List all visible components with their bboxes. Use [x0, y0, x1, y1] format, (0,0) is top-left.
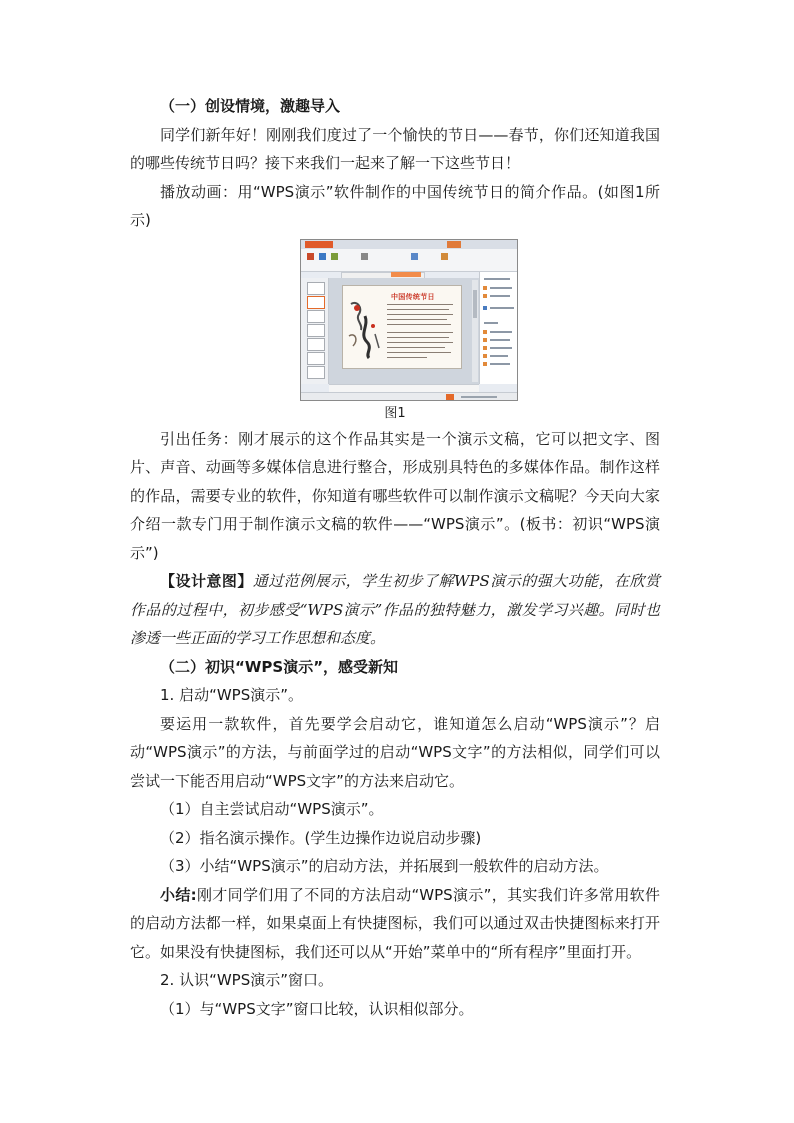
- summary-paragraph: [130, 881, 660, 967]
- summary-lead: 小结:: [160, 885, 197, 904]
- slide-scrollbar: [472, 280, 478, 382]
- slide-text-line: [387, 352, 451, 354]
- task-pane-row: [490, 295, 510, 297]
- list-item: （1）自主尝试启动“WPS演示”。: [160, 800, 384, 818]
- slide-thumbnail: [307, 366, 325, 379]
- design-intent-tag: 【设计意图】: [160, 572, 253, 590]
- scrollbar-thumb: [473, 290, 477, 318]
- slide-text-line: [387, 309, 449, 311]
- notes-pane: [329, 384, 479, 392]
- find-icon: [441, 253, 448, 260]
- app-tab: [305, 241, 333, 248]
- task-pane: [479, 272, 518, 384]
- zoom-slider: [461, 396, 497, 398]
- slide-text-line: [387, 337, 449, 339]
- summary-text: 刚才同学们用了不同的方法启动“WPS演示”，其实我们许多常用软件的启动方法都一样，如果桌面上有快捷图标，我们可以通过双击快捷图标来打开它。如果没有快捷图标，我们还可以从“开始”菜单中的“所有程序”里面打开。: [130, 885, 660, 961]
- slide-text-line: [387, 357, 427, 359]
- design-intent-paragraph: [130, 567, 660, 653]
- status-accent: [446, 394, 454, 400]
- task-pane-row: [484, 278, 510, 280]
- task-pane-icon: [483, 338, 487, 342]
- task-pane-icon: [483, 346, 487, 350]
- wps-screenshot-image: [300, 239, 518, 401]
- task-pane-icon: [483, 286, 487, 290]
- slide-text-line: [387, 319, 447, 321]
- task-pane-row: [490, 339, 510, 341]
- task-pane-row: [490, 347, 512, 349]
- slide-thumbnail: [307, 296, 325, 309]
- task-pane-row: [490, 307, 514, 309]
- animation-paragraph: 播放动画：用“WPS演示”软件制作的中国传统节日的简介作品。(如图1所示): [130, 182, 660, 229]
- slide-thumbnail: [307, 352, 325, 365]
- slide-text-line: [387, 304, 453, 306]
- slide-text-line: [387, 314, 453, 316]
- format-icon: [331, 253, 338, 260]
- active-document-tab: [391, 272, 421, 277]
- slide-thumbnail-panel: [301, 278, 329, 384]
- paste-icon: [307, 253, 314, 260]
- window-controls: [490, 241, 514, 247]
- step-1-paragraph: 要运用一款软件，首先要学会启动它，谁知道怎么启动“WPS演示”？启动“WPS演示”的方法，与前面学过的启动“WPS文字”的方法相似，同学们可以尝试一下能否用启动“WPS文字”的方法来启动它。: [130, 714, 660, 790]
- font-icon: [361, 253, 368, 260]
- task-pane-row: [484, 322, 498, 324]
- step-2-item: （1）与“WPS文字”窗口比较，认识相似部分。: [160, 999, 474, 1018]
- slide-text-line: [387, 342, 453, 344]
- shape-icon: [411, 253, 418, 260]
- figure-1: [130, 239, 660, 425]
- slide-thumbnail: [307, 324, 325, 337]
- slide-text-line: [387, 332, 453, 334]
- login-tab: [447, 241, 461, 248]
- task-pane-icon: [483, 362, 487, 366]
- document-body: [130, 92, 660, 1023]
- section-1-heading: （一）创设情境，激趣导入: [160, 97, 341, 115]
- list-item: （3）小结“WPS演示”的启动方法，并拓展到一般软件的启动方法。: [160, 857, 609, 875]
- ink-painting-illustration: [347, 296, 383, 360]
- list-item: （2）指名演示操作。(学生边操作边说启动步骤): [160, 828, 482, 847]
- task-paragraph: 引出任务：刚才展示的这个作品其实是一个演示文稿，它可以把文字、图片、声音、动画等多媒体信息进行整合，形成别具特色的多媒体作品。制作这样的作品，需要专业的软件，你知道有哪些软件可以制作演示文稿呢？今天向大家介绍一款专门用于制作演示文稿的软件——“WPS演示”。(板书：初识“WPS演示”): [130, 429, 660, 562]
- slide-thumbnail: [307, 310, 325, 323]
- slide-text-line: [387, 324, 451, 326]
- task-pane-icon: [483, 354, 487, 358]
- figure-caption: 图1: [384, 405, 406, 421]
- intro-paragraph: 同学们新年好！刚刚我们度过了一个愉快的节日——春节，你们还知道我国的哪些传统节日吗？接下来我们一起来了解一下这些节日！: [130, 125, 660, 172]
- task-pane-icon: [483, 330, 487, 334]
- slide-thumbnail: [307, 338, 325, 351]
- current-slide: [343, 286, 461, 368]
- task-pane-row: [490, 331, 512, 333]
- step-1-title: 1. 启动“WPS演示”。: [160, 686, 304, 704]
- slide-text-line: [387, 347, 445, 349]
- layout-icon: [319, 253, 326, 260]
- task-pane-icon: [483, 306, 487, 310]
- step-2-title: 2. 认识“WPS演示”窗口。: [160, 971, 334, 989]
- task-pane-icon: [483, 294, 487, 298]
- slide-thumbnail: [307, 282, 325, 295]
- task-pane-row: [490, 355, 508, 357]
- status-bar: [301, 392, 517, 401]
- slide-canvas: [329, 278, 479, 384]
- section-2-heading: （二）初识“WPS演示”，感受新知: [160, 657, 399, 676]
- task-pane-row: [490, 363, 510, 365]
- design-intent-text: 通过范例展示，学生初步了解WPS演示的强大功能，在欣赏作品的过程中，初步感受“WPS演示”作品的独特魅力，激发学习兴趣。同时也渗透一些正面的学习工作思想和态度。: [130, 572, 660, 647]
- slide-title: 中国传统节日: [391, 292, 435, 301]
- task-pane-row: [490, 287, 512, 289]
- window-titlebar: [301, 240, 517, 249]
